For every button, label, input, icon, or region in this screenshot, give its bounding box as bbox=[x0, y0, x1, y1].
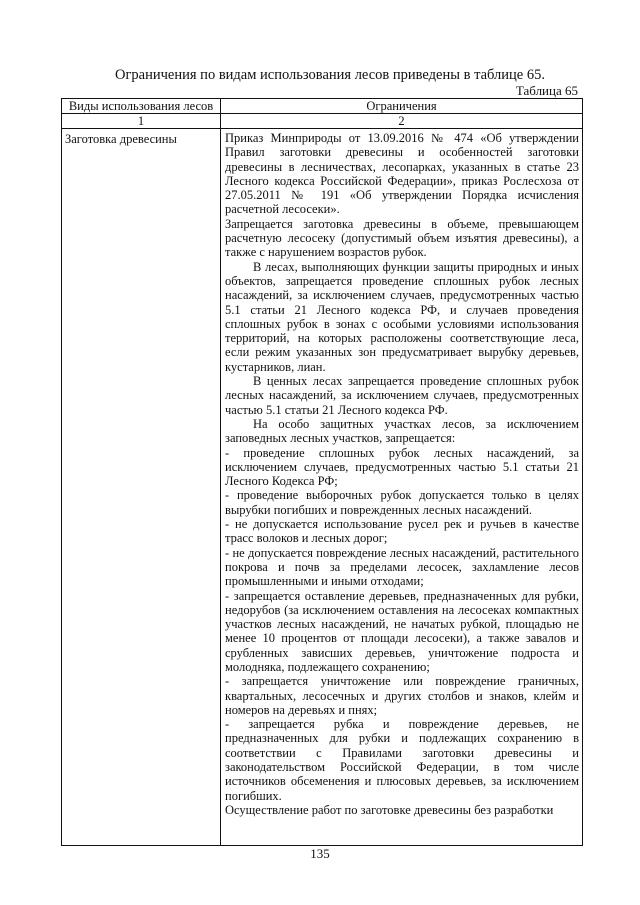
paragraph-valuable-forests: В ценных лесах запрещается проведение сплошных рубок лесных насаждений, за исключением случаев, предусмотренных частью 5.1 статьи 21 Лесного кодекса РФ. bbox=[225, 374, 579, 417]
page-number: 135 bbox=[310, 846, 330, 861]
list-item: - не допускается использование русел рек и ручьев в качестве трасс волоков и лесных дорог; bbox=[225, 517, 579, 546]
list-item: - запрещается оставление деревьев, предназначенных для рубки, недорубов (за исключением оставления на лесосеках компактных участков лесных насаждений, не начатых рубкой, площадью не менее 10 процентов от площади лесосеки), а также завалов и срубленных зависших деревьев, уничтожение подроста и молодняка, подлежащего сохранению; bbox=[225, 588, 579, 674]
paragraph-protective-forests: В лесах, выполняющих функции защиты природных и иных объектов, запрещается проведение сплошных рубок лесных насаждений, за исключением случаев, предусмотренных частью 5.1 статьи 21 Лесного кодекса РФ, и случаев проведения сплошных рубок в зонах с особыми условиями использования территорий, на которых расположены соответствующие леса, если режим указанных зон предусматривает вырубку деревьев, кустарников, лиан. bbox=[225, 259, 579, 374]
activity-cell: Заготовка древесины bbox=[65, 132, 177, 146]
restrictions-cell bbox=[225, 131, 579, 817]
paragraph-continuation: Осуществление работ по заготовке древесины без разработки bbox=[225, 802, 554, 817]
list-item: - проведение выборочных рубок допускается только в целях вырубки погибших и поврежденных лесных насаждений. bbox=[225, 488, 579, 517]
page-heading: Ограничения по видам использования лесов приведены в таблице 65. bbox=[115, 67, 545, 83]
restrictions-table bbox=[61, 98, 583, 846]
paragraph-order: Приказ Минприроды от 13.09.2016 № 474 «Об утверждении Правил заготовки древесины и особенностей заготовки древесины в лесничествах, лесопарках, указанных в статье 23 Лесного кодекса Российской Федерации», приказ Рослесхоза от 27.05.2011 № 191 «Об утверждении Порядка исчисления расчетной лесосеки». bbox=[225, 131, 579, 217]
list-item: - проведение сплошных рубок лесных насаждений, за исключением случаев, предусмотренных частью 5.1 статьи 21 Лесного Кодекса РФ; bbox=[225, 445, 579, 489]
header-restrictions: Ограничения bbox=[366, 99, 437, 113]
paragraph-volume: Запрещается заготовка древесины в объеме, превышающем расчетную лесосеку (допустимый объем изъятия древесины), а также с нарушением возрастов рубок. bbox=[225, 216, 579, 260]
paragraph-special-areas: На особо защитных участках лесов, за исключением заповедных лесных участков, запрещается: bbox=[225, 416, 579, 446]
list-item: - запрещается рубка и повреждение деревьев, не предназначенных для рубки и подлежащих сохранению в соответствии с Правилами заготовки древесины и законодательством Российской Федерации, в том числе источников обсеменения и плюсовых деревьев, за исключением погибших. bbox=[225, 717, 579, 803]
column-separator bbox=[220, 99, 221, 845]
table-header-row bbox=[62, 99, 582, 114]
list-item: - не допускается повреждение лесных насаждений, растительного покрова и почв за пределами лесосек, захламление лесов промышленными и иными отходами; bbox=[225, 545, 579, 589]
header-activity-types: Виды использования лесов bbox=[68, 99, 214, 113]
table-label: Таблица 65 bbox=[515, 83, 578, 98]
list-item: - запрещается уничтожение или повреждение граничных, квартальных, лесосечных и других столбов и знаков, клейм и номеров на деревьях и пнях; bbox=[225, 674, 579, 717]
column-number-1: 1 bbox=[137, 114, 145, 128]
column-number-2: 2 bbox=[398, 114, 405, 128]
column-number-row bbox=[62, 114, 582, 129]
